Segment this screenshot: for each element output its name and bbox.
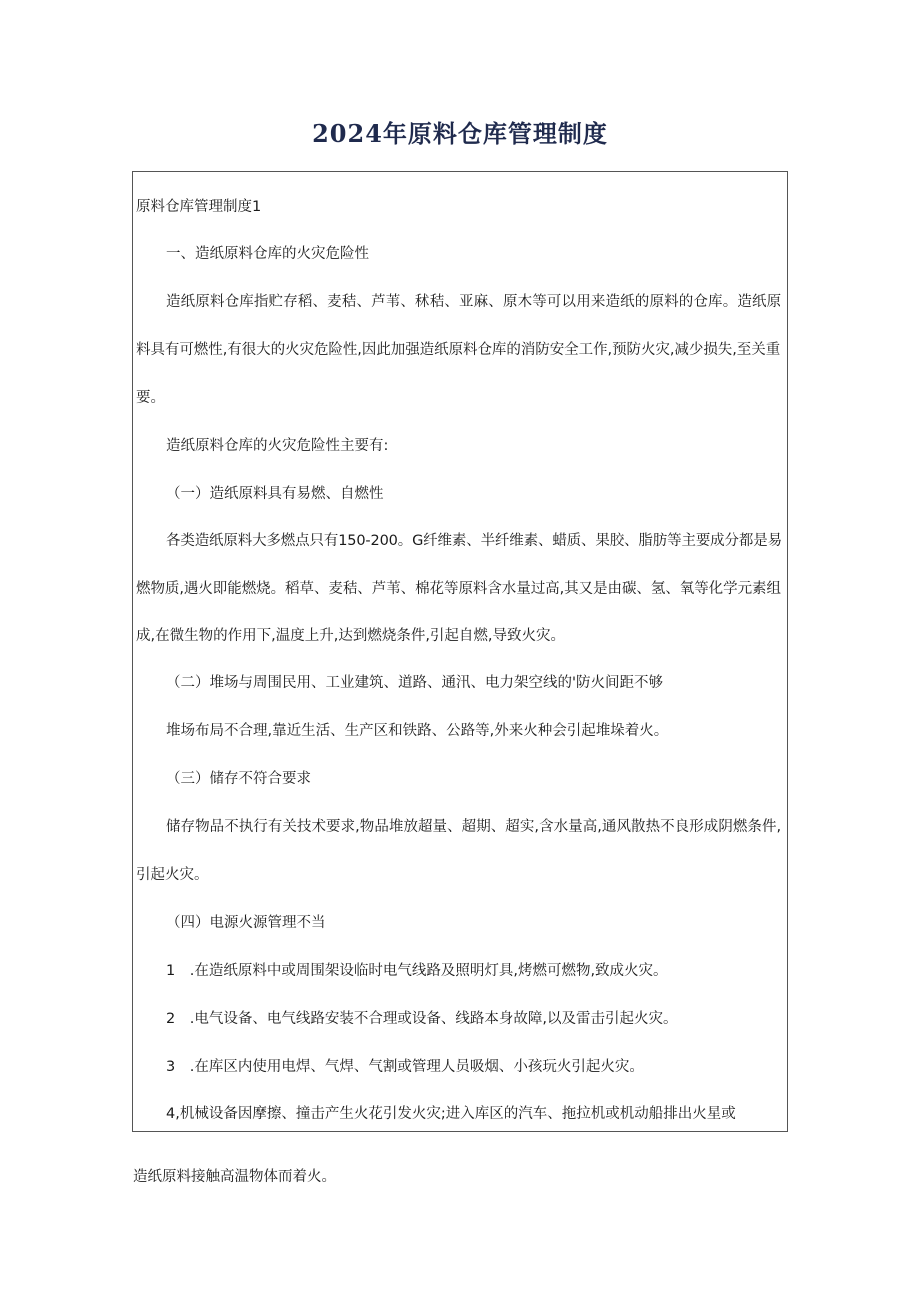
- list-item: 4,机械设备因摩擦、撞击产生火花引发火灾;进入库区的汽车、拖拉机或机动船排出火星或: [166, 1106, 736, 1122]
- chapter-heading: 一、造纸原料仓库的火灾危险性: [166, 246, 369, 262]
- paragraph-line: 燃物质,遇火即能燃烧。稻草、麦秸、芦苇、棉花等原料含水量过高,其又是由碳、氢、氧等化学元素组: [136, 581, 781, 597]
- subsection-heading: （四）电源火源管理不当: [166, 915, 326, 931]
- content-frame: [132, 171, 788, 1132]
- subsection-heading: （二）堆场与周围民用、工业建筑、道路、通汛、电力架空线的'防火间距不够: [166, 675, 663, 691]
- paragraph-line: 引起火灾。: [136, 867, 209, 883]
- paragraph-line: 成,在微生物的作用下,温度上升,达到燃烧条件,引起自燃,导致火灾。: [136, 628, 566, 644]
- section-heading: 原料仓库管理制度1: [136, 199, 262, 215]
- paragraph-line: 造纸原料仓库指贮存稻、麦秸、芦苇、秫秸、亚麻、原木等可以用来造纸的原料的仓库。造纸原: [166, 294, 782, 310]
- subsection-heading: （一）造纸原料具有易燃、自燃性: [166, 486, 384, 502]
- paragraph-line: 造纸原料仓库的火灾危险性主要有:: [166, 438, 389, 454]
- page-title: 2024年原料仓库管理制度: [312, 119, 608, 148]
- paragraph-line: 各类造纸原料大多燃点只有150-200。G纤维素、半纤维素、蜡质、果胶、脂肪等主要成分都是易: [166, 533, 782, 549]
- subsection-heading: （三）储存不符合要求: [166, 771, 311, 787]
- paragraph-line: 储存物品不执行有关技术要求,物品堆放超量、超期、超实,含水量高,通风散热不良形成阴燃条件,: [166, 819, 782, 835]
- paragraph-line: 料具有可燃性,有很大的火灾危险性,因此加强造纸原料仓库的消防安全工作,预防火灾,减少损失,至关重: [136, 342, 781, 358]
- paragraph-line: 堆场布局不合理,靠近生活、生产区和铁路、公路等,外来火种会引起堆垛着火。: [166, 723, 669, 739]
- list-item: 1 .在造纸原料中或周围架设临时电气线路及照明灯具,烤燃可燃物,致成火灾。: [166, 963, 668, 979]
- paragraph-line: 要。: [136, 390, 165, 406]
- list-item: 3 .在库区内使用电焊、气焊、气割或管理人员吸烟、小孩玩火引起火灾。: [166, 1059, 644, 1075]
- paragraph-continuation: 造纸原料接触高温物体而着火。: [133, 1169, 336, 1185]
- list-item: 2 .电气设备、电气线路安装不合理或设备、线路本身故障,以及雷击引起火灾。: [166, 1011, 678, 1027]
